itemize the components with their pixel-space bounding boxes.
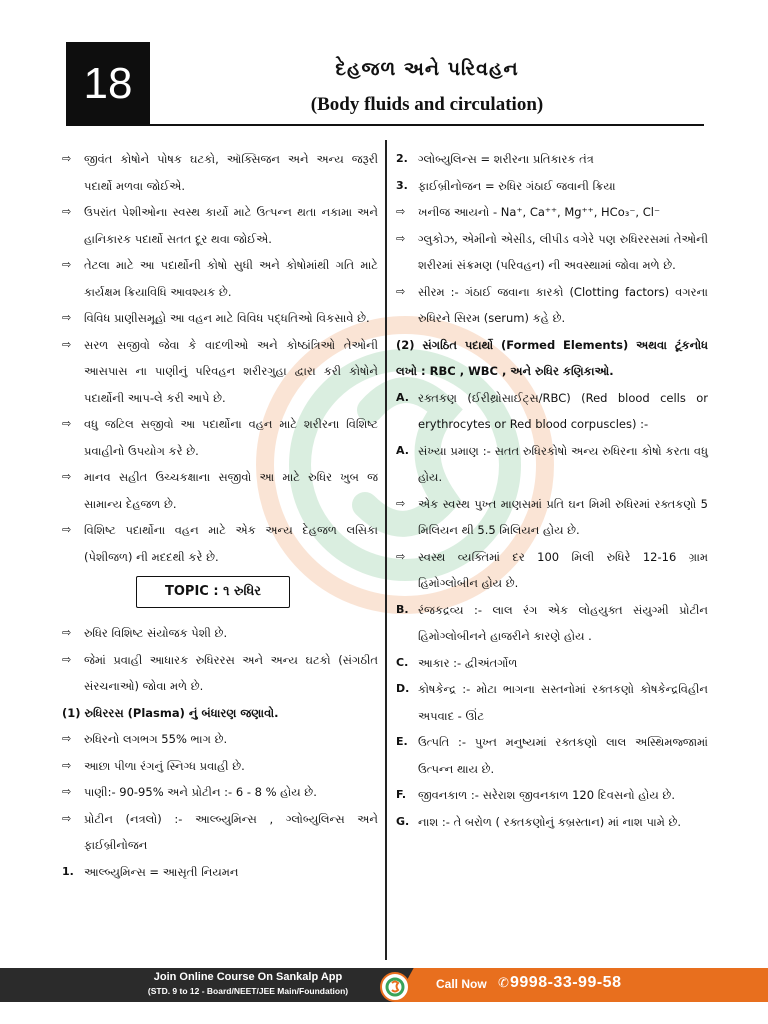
arrow-right-icon: ⇨ — [62, 470, 72, 483]
item-text: ખનીજ આયનો - Na⁺, Ca⁺⁺, Mg⁺⁺, HCo₃⁻, Cl⁻ — [418, 205, 661, 219]
right-column — [396, 146, 708, 835]
item-text: આલ્બ્યુમિન્સ = આસૃતી નિયમન — [84, 864, 239, 879]
bullet-item — [62, 517, 378, 570]
item-text: ગ્લુકોઝ, એમીનો એસીડ, લીપીડ વગેરે પણ રુધિરરસમાં તેઓની શરીરમાં સંક્રમણ (પરિવહન) ની અવસ્થામાં જોવા મળે છે. — [418, 231, 708, 272]
numbered-item — [396, 146, 708, 173]
arrow-right-icon: ⇨ — [62, 523, 72, 536]
bullet-item — [62, 332, 378, 412]
item-text: આકાર :- દ્વીઅંતર્ગોળ — [418, 655, 518, 670]
item-text: રક્તકણ (ઈરીથ્રોસાઈટ્સ/RBC) (Red blood cells or erythrocytes or Red blood corpuscles) :- — [418, 390, 708, 431]
lettered-item — [396, 676, 708, 729]
lettered-item — [396, 597, 708, 650]
item-text: સરળ સજીવો જેવા કે વાદળીઓ અને કોષ્ઠાંત્રિઓ તેઓની આસપાસ ના પાણીનું પરિવહન શરીરગુહા દ્વારા કરી કોષોને પદાર્થોની આપ-લે કરી આપે છે. — [84, 337, 378, 405]
item-text: રંજકદ્રવ્ય :- લાલ રંગ એક લોહયુક્ત સંયુગ્મી પ્રોટીન હિમોગ્લોબીનને હાજરીને કારણે હોય . — [418, 602, 708, 643]
bullet-item — [62, 806, 378, 859]
item-text: જેમાં પ્રવાહી આધારક રુધિરરસ અને અન્ય ઘટકો (સંગઠીત સંરચનાઓ) જોવા મળે છે. — [84, 652, 378, 693]
section-heading: (2) સંગઠિત પદાર્થો (Formed Elements) અથવા ટૂંકનોધ લખો : RBC , WBC , અને રુધિર કણિકાઓ. — [396, 337, 708, 378]
item-text: પ્રોટીન (નત્રલો) :- આલ્બ્યુમિન્સ , ગ્લોબ્યુલિન્સ અને ફાઈબ્રીનોજન — [84, 811, 378, 852]
arrow-right-icon: ⇨ — [62, 811, 72, 825]
call-now-label: Call Now — [436, 977, 487, 991]
lettered-item — [396, 650, 708, 677]
arrow-right-icon: ⇨ — [62, 152, 72, 165]
lettered-item — [396, 729, 708, 782]
lettered-item — [396, 782, 708, 809]
item-text: સીરમ :- ગંઠાઈ જવાના કારકો (Clotting factors) વગરના રુધિરને સિરમ (serum) કહે છે. — [418, 284, 708, 325]
item-text: ફાઈબ્રીનોજન = રુધિર ગંઠાઈ જવાની ક્રિયા — [418, 178, 616, 193]
bullet-item — [396, 544, 708, 597]
item-text: જીવનકાળ :- સરેરાશ જીવનકાળ 120 દિવસનો હોય છે. — [418, 788, 675, 802]
arrow-right-icon: ⇨ — [62, 732, 72, 745]
chapter-number: 18 — [83, 59, 133, 108]
bullet-item — [62, 647, 378, 700]
numbered-item — [396, 173, 708, 200]
item-marker: E. — [396, 735, 408, 748]
item-marker: 3. — [396, 178, 408, 192]
item-text: ઉપરાંત પેશીઓના સ્વસ્થ કાર્યો માટે ઉત્પન્ન થતા નકામા અને હાનિકારક પદાર્થો સતત દૂર થવા જોઈએ. — [84, 205, 378, 246]
item-text: માનવ સહીત ઉચ્ચકક્ષાના સજીવો આ માટે રુધિર ખુબ જ સામાન્ય દેહજળ છે. — [84, 470, 378, 511]
item-marker: A. — [396, 443, 409, 457]
arrow-right-icon: ⇨ — [396, 284, 406, 298]
item-text: આછા પીળા રંગનું સ્નિગ્ધ પ્રવાહી છે. — [84, 758, 245, 773]
item-text: જીવંત કોષોને પોષક ઘટકો, ઑક્સિજન અને અન્ય જરૂરી પદાર્થો મળવા જોઈએ. — [84, 152, 378, 193]
item-text: વિવિધ પ્રાણીસમૂહો આ વહન માટે વિવિધ પદ્ધતિઓ વિકસાવે છે. — [84, 311, 370, 325]
item-marker: C. — [396, 655, 409, 669]
chapter-number-box — [66, 42, 150, 126]
bullet-item — [62, 726, 378, 753]
item-marker: B. — [396, 602, 409, 616]
bullet-item — [396, 199, 708, 226]
bullet-item — [62, 779, 378, 806]
arrow-right-icon: ⇨ — [62, 417, 72, 430]
arrow-right-icon: ⇨ — [396, 496, 406, 510]
topic-heading-wrap — [62, 570, 378, 620]
lettered-item — [396, 809, 708, 836]
arrow-right-icon: ⇨ — [62, 785, 72, 798]
item-text: પાણી:- 90-95% અને પ્રોટીન :- 6 - 8 % હોય છે. — [84, 785, 317, 799]
phone-icon: ✆ — [498, 976, 509, 991]
left-column — [62, 146, 378, 885]
arrow-right-icon: ⇨ — [62, 652, 72, 666]
bullet-item — [62, 252, 378, 305]
chapter-title-gujarati: દેહજળ અને પરિવહન — [335, 58, 519, 80]
item-text: રુધિર વિશિષ્ટ સંયોજક પેશી છે. — [84, 626, 228, 640]
arrow-right-icon: ⇨ — [62, 626, 72, 639]
footer-join-text: Join Online Course On Sankalp App — [153, 971, 343, 983]
item-text: એક સ્વસ્થ પુખ્ત માણસમાં પ્રતિ ઘન મિમી રુધિરમાં રક્તકણો 5 મિલિયન થી 5.5 મિલિયન હોય છે. — [418, 496, 708, 537]
bullet-item — [62, 305, 378, 332]
arrow-right-icon: ⇨ — [62, 337, 72, 351]
bullet-item — [396, 279, 708, 332]
item-text: ગ્લોબ્યુલિન્સ = શરીરના પ્રતિકારક તંત્ર — [418, 152, 594, 166]
bullet-item — [62, 411, 378, 464]
item-marker: G. — [396, 814, 410, 828]
footer-banner — [0, 968, 768, 1024]
sankalp-logo-icon — [380, 972, 410, 1002]
item-text: વિશિષ્ટ પદાર્થોના વહન માટે એક અન્ય દેહજળ લસિકા (પેશીજળ) ની મદદથી કરે છે. — [84, 523, 378, 564]
item-marker: D. — [396, 682, 410, 695]
item-marker: A. — [396, 390, 409, 404]
item-text: કોષકેન્દ્ર :- મોટા ભાગના સસ્તનોમાં રક્તકણો કોષકેન્દ્રવિહીન અપવાદ - ઊંટ — [418, 682, 708, 723]
item-text: વધુ જટિલ સજીવો આ પદાર્થોના વહન માટે શરીરના વિશિષ્ટ પ્રવાહીનો ઉપયોગ કરે છે. — [84, 417, 378, 458]
header-divider — [150, 124, 704, 126]
arrow-right-icon: ⇨ — [62, 758, 72, 772]
arrow-right-icon: ⇨ — [396, 231, 406, 245]
bullet-item — [62, 464, 378, 517]
item-text: નાશ :- તે બરોળ ( રક્તકણોનું કબ્રસ્તાન) માં નાશ પામે છે. — [418, 814, 682, 829]
bullet-item — [62, 199, 378, 252]
item-marker: F. — [396, 788, 407, 801]
bullet-item — [396, 491, 708, 544]
bullet-item — [62, 620, 378, 647]
footer-sub-text: (STD. 9 to 12 - Board/NEET/JEE Main/Foundation) — [147, 986, 349, 996]
column-divider — [385, 140, 387, 960]
arrow-right-icon: ⇨ — [62, 205, 72, 218]
numbered-item — [62, 859, 378, 886]
lettered-item — [396, 385, 708, 438]
bullet-item — [396, 226, 708, 279]
topic-heading: TOPIC : ૧ રુધિર — [136, 576, 290, 608]
lettered-item — [396, 438, 708, 491]
arrow-right-icon: ⇨ — [396, 549, 406, 563]
chapter-title-english: (Body fluids and circulation) — [310, 94, 544, 115]
footer-strip — [0, 1002, 768, 1024]
bullet-item — [62, 146, 378, 199]
item-text: રુધિરનો લગભગ 55% ભાગ છે. — [84, 732, 228, 746]
item-text: સ્વસ્થ વ્યક્તિમાં દર 100 મિલી રુધિરે 12-16 ગ્રામ હિમોગ્લોબીન હોય છે. — [418, 549, 708, 590]
arrow-right-icon: ⇨ — [62, 311, 72, 324]
item-marker: 2. — [396, 152, 408, 165]
bullet-item — [62, 753, 378, 780]
item-text: ઉત્પતિ :- પુખ્ત મનુષ્યમાં રક્તકણો લાલ અસ્થિમજ્જામાં ઉત્પન્ન થાય છે. — [418, 735, 708, 776]
arrow-right-icon: ⇨ — [396, 205, 406, 218]
item-marker: 1. — [62, 864, 74, 878]
phone-number[interactable]: 9998-33-99-58 — [510, 974, 622, 991]
item-text: સંખ્યા પ્રમાણ :- સતત રુધિરકોષો અન્ય રુધિરના કોષો કરતા વધુ હોય. — [418, 443, 708, 484]
section-heading: (1) રુધિરરસ (Plasma) નું બંધારણ જણાવો. — [62, 705, 279, 720]
arrow-right-icon: ⇨ — [62, 258, 72, 271]
item-text: તેટલા માટે આ પદાર્થોની કોષો સુધી અને કોષોમાંથી ગતિ માટે કાર્યક્ષમ ક્રિયાવિધિ આવશ્યક છે. — [84, 258, 378, 299]
